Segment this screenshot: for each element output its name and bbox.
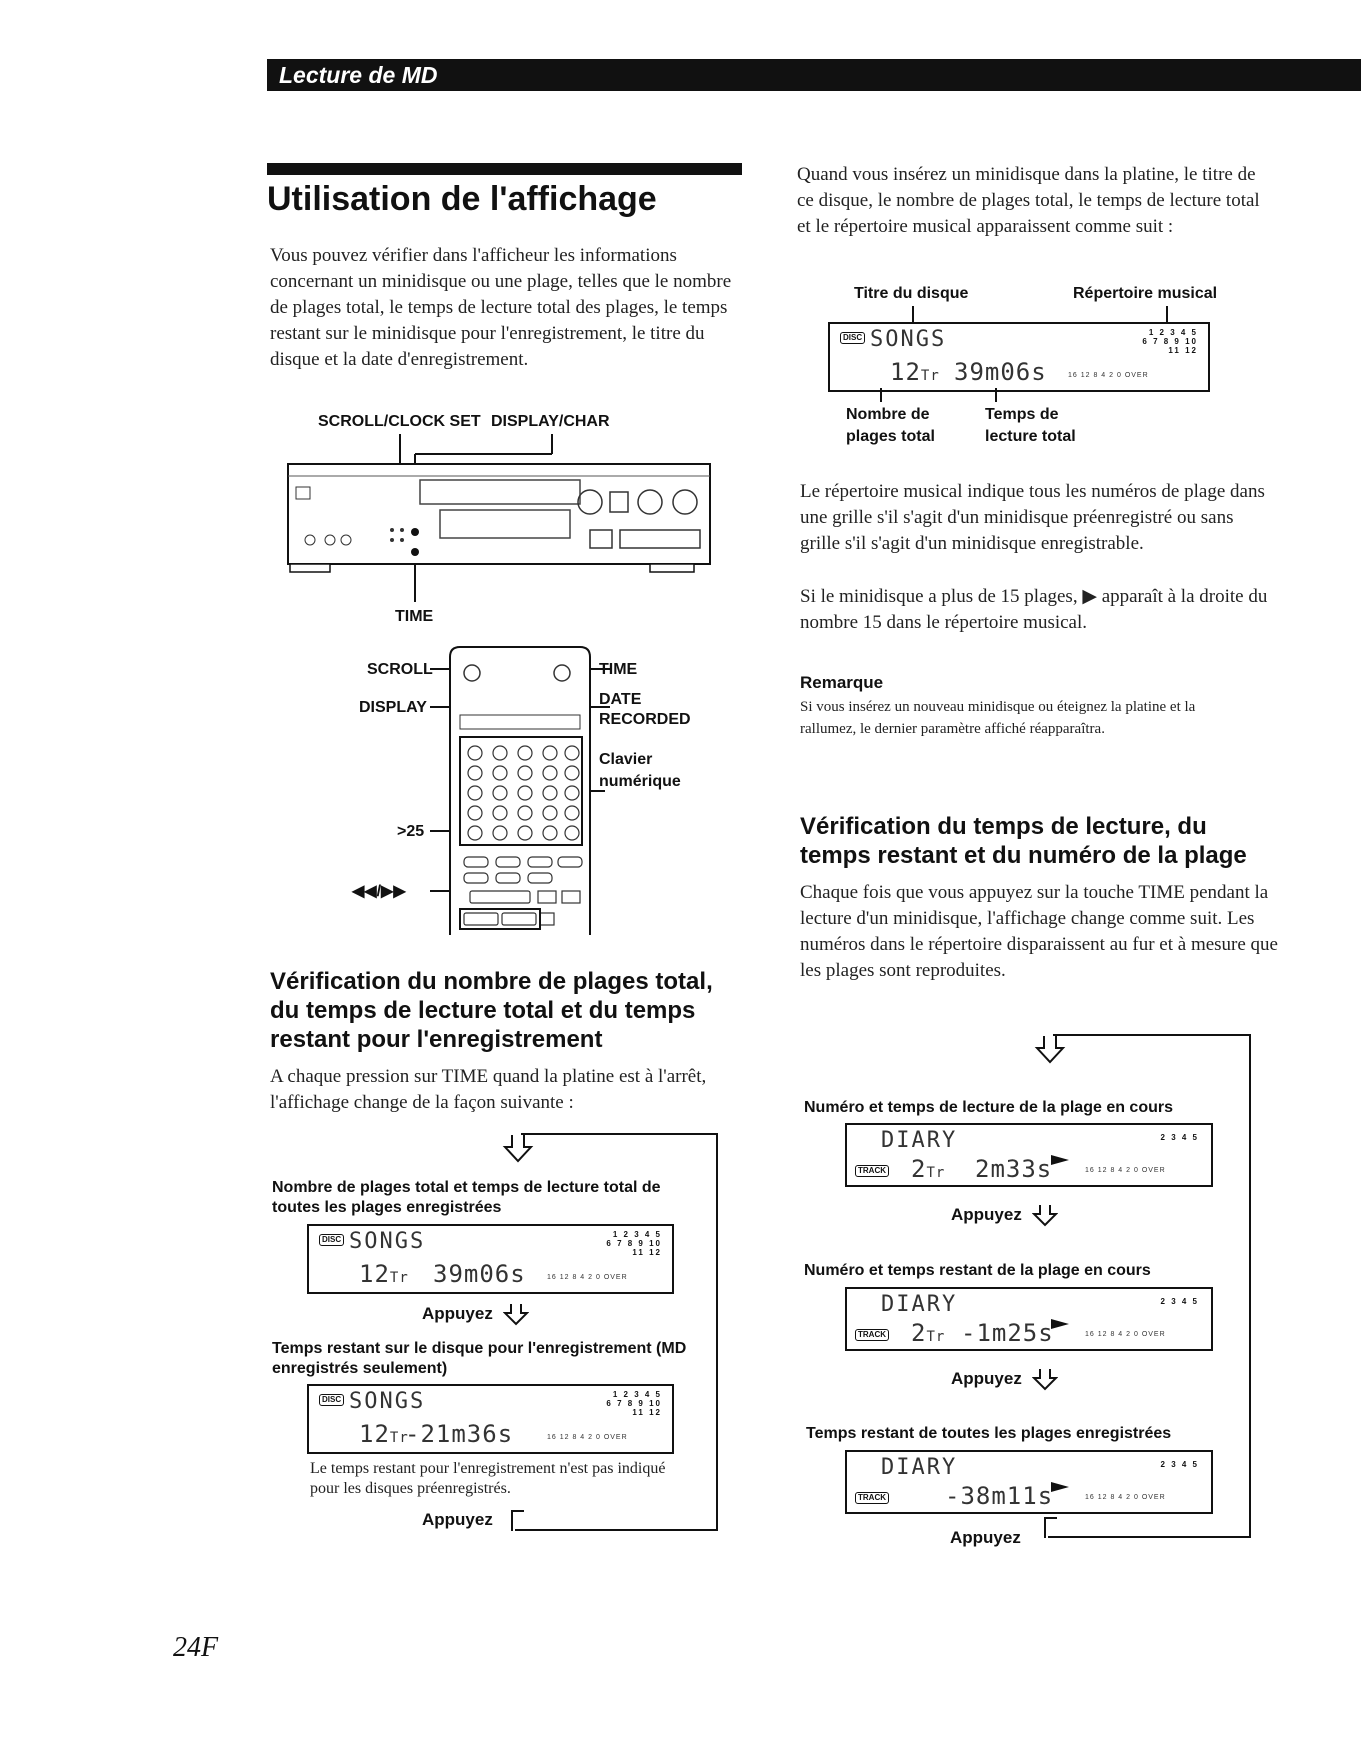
- lcd-tr: Tr: [920, 368, 940, 384]
- label-display: DISPLAY: [359, 699, 427, 716]
- section1-heading: Vérification du nombre de plages total, du temps de lecture total et du temps restant pour l'enregistrement: [270, 968, 713, 1053]
- lcd-title: DIARY: [881, 1128, 958, 1153]
- repertoire-text: Le répertoire musical indique tous les numéros de plage dans une grille s'il s'agit d'un minidisque préenregistré ou sans grille s'il s'agit d'un minidisque enregistrable.: [800, 481, 1265, 554]
- lcd-track-grid: 2 3 4 5: [1160, 1133, 1199, 1142]
- lcd-time: -21m36s: [405, 1420, 514, 1448]
- remark-text: Si vous insérez un nouveau minidisque ou éteignez la platine et la rallumez, le dernier paramètre affiché réapparaîtra.: [800, 699, 1196, 737]
- section-header-bar: [267, 59, 1361, 91]
- loop-line-right: [716, 1133, 718, 1531]
- loop-line-bottom: [515, 1529, 718, 1531]
- label-time-deck: TIME: [395, 608, 434, 625]
- label-keypad-2: numérique: [599, 773, 681, 790]
- label-keypad-1: Clavier: [599, 751, 653, 768]
- down-arrow-icon: [1034, 1034, 1066, 1064]
- s2-display3-caption: Temps restant de toutes les plages enregistrées: [806, 1425, 1172, 1442]
- loop-line-top: [1053, 1034, 1251, 1036]
- md-deck-illustration: [280, 432, 720, 612]
- loop-line-top: [521, 1133, 718, 1135]
- lcd-title: DIARY: [881, 1292, 958, 1317]
- lcd-level-scale: 16 12 8 4 2 0 OVER: [1085, 1331, 1166, 1338]
- title-rule: [267, 163, 742, 175]
- down-arrow-icon: [503, 1302, 529, 1326]
- lcd-track-grid: 1 2 3 4 5 6 7 8 9 10 11 12: [606, 1230, 662, 1257]
- section1-text: A chaque pression sur TIME quand la platine est à l'arrêt, l'affichage change de la façon suivante :: [270, 1066, 707, 1113]
- disc-badge: DISC: [319, 1394, 344, 1406]
- lcd-tr: Tr: [926, 1329, 946, 1345]
- press-label: Appuyez: [950, 1528, 1021, 1547]
- label-recorded: RECORDED: [599, 711, 691, 728]
- lcd-title: DIARY: [881, 1455, 958, 1480]
- s1-display1-caption: Nombre de plages total et temps de lecture total de toutes les plages enregistrées: [272, 1179, 661, 1216]
- s2-display3-lcd: [845, 1450, 1213, 1514]
- lcd-title: SONGS: [349, 1229, 426, 1254]
- return-arrow-icon: [510, 1507, 530, 1533]
- s1-note: Le temps restant pour l'enregistrement n'est pas indiqué pour les disques préenregistrés.: [310, 1460, 666, 1497]
- s1-display2-lcd: [307, 1384, 674, 1454]
- lcd-time: 39m06s: [433, 1260, 526, 1288]
- s1-display1-lcd: [307, 1224, 674, 1294]
- label-scroll-clock-set: SCROLL/CLOCK SET: [318, 413, 481, 430]
- lcd-track-grid: 2 3 4 5: [1160, 1460, 1199, 1469]
- callout-line: [880, 388, 882, 402]
- label-tracks-2: plages total: [846, 428, 935, 445]
- s2-display2-lcd: [845, 1287, 1213, 1351]
- top-display-lcd: [828, 322, 1210, 392]
- s2-display2-caption: Numéro et temps restant de la plage en cours: [804, 1262, 1151, 1279]
- lcd-level-scale: 16 12 8 4 2 0 OVER: [1085, 1494, 1166, 1501]
- label-skip: ◀◀/▶▶: [352, 883, 406, 900]
- lcd-level-scale: 16 12 8 4 2 0 OVER: [547, 1274, 628, 1281]
- press-label: Appuyez: [422, 1510, 493, 1529]
- lcd-tracks: 12: [359, 1420, 390, 1448]
- track-badge: TRACK: [855, 1492, 889, 1504]
- down-arrow-icon: [1032, 1203, 1058, 1227]
- s2-display1-lcd: [845, 1123, 1213, 1187]
- play-indicator-icon: [1051, 1155, 1069, 1165]
- s2-display1-caption: Numéro et temps de lecture de la plage en cours: [804, 1099, 1173, 1116]
- play-indicator-icon: [1051, 1482, 1069, 1492]
- lcd-title: SONGS: [870, 327, 947, 352]
- section-header-title: Lecture de MD: [279, 62, 438, 88]
- callout-line: [995, 388, 997, 402]
- label-repertoire: Répertoire musical: [1073, 285, 1218, 302]
- lcd-tracks: 12: [359, 1260, 390, 1288]
- label-tracks-1: Nombre de: [846, 406, 930, 423]
- track-badge: TRACK: [855, 1329, 889, 1341]
- label-disc-title: Titre du disque: [854, 285, 969, 302]
- label-time-2: lecture total: [985, 428, 1076, 445]
- loop-line-right: [1249, 1034, 1251, 1538]
- label-date: DATE: [599, 691, 642, 708]
- page-number: 24F: [173, 1632, 219, 1663]
- disc-badge: DISC: [840, 332, 865, 344]
- remote-control-illustration: [430, 645, 610, 935]
- label-time-remote: TIME: [599, 661, 638, 678]
- lcd-time: -38m11s: [945, 1482, 1054, 1510]
- lcd-tr: Tr: [389, 1430, 409, 1446]
- section2-text: Chaque fois que vous appuyez sur la touche TIME pendant la lecture d'un minidisque, l'affichage change comme suit. Les numéros dans le répertoire disparaissent au fur et à mesure que les plages sont reproduites.: [800, 882, 1278, 981]
- disc-badge: DISC: [319, 1234, 344, 1246]
- lcd-time: -1m25s: [961, 1319, 1054, 1347]
- section2-heading: Vérification du temps de lecture, du temps restant et du numéro de la plage: [800, 813, 1247, 869]
- intro-paragraph: Vous pouvez vérifier dans l'afficheur les informations concernant un minidisque ou une plage, telles que le nombre de plages total, le temps de lecture total des plages, le temps restant sur le minidisque pour l'enregistrement, le titre du disque et la date d'enregistrement.: [270, 245, 732, 370]
- lcd-track: 2: [911, 1155, 927, 1183]
- loop-line-bottom: [1048, 1536, 1251, 1538]
- press-label: Appuyez: [951, 1205, 1022, 1224]
- lcd-track-grid: 1 2 3 4 5 6 7 8 9 10 11 12: [1142, 328, 1198, 355]
- label-display-char: DISPLAY/CHAR: [491, 413, 610, 430]
- label-scroll: SCROLL: [367, 661, 433, 678]
- down-arrow-icon: [1032, 1367, 1058, 1391]
- lcd-tracks: 12: [890, 358, 921, 386]
- lcd-track-grid: 2 3 4 5: [1160, 1297, 1199, 1306]
- lcd-level-scale: 16 12 8 4 2 0 OVER: [1085, 1167, 1166, 1174]
- track-badge: TRACK: [855, 1165, 889, 1177]
- lcd-level-scale: 16 12 8 4 2 0 OVER: [547, 1434, 628, 1441]
- label-over25: >25: [397, 823, 425, 840]
- press-label: Appuyez: [951, 1369, 1022, 1388]
- repertoire-text-2: Si le minidisque a plus de 15 plages, ▶ apparaît à la droite du nombre 15 dans le répertoire musical.: [800, 586, 1268, 633]
- s1-display2-caption: Temps restant sur le disque pour l'enregistrement (MD enregistrés seulement): [272, 1340, 687, 1377]
- down-arrow-icon: [502, 1133, 534, 1163]
- lcd-tr: Tr: [926, 1165, 946, 1181]
- page-title: Utilisation de l'affichage: [267, 180, 657, 218]
- lcd-title: SONGS: [349, 1389, 426, 1414]
- return-arrow-icon: [1043, 1514, 1063, 1540]
- lcd-level-scale: 16 12 8 4 2 0 OVER: [1068, 372, 1149, 379]
- lcd-track: 2: [911, 1319, 927, 1347]
- remark-heading: Remarque: [800, 673, 884, 692]
- lcd-time: 39m06s: [954, 358, 1047, 386]
- lcd-time: 2m33s: [975, 1155, 1053, 1183]
- label-time-1: Temps de: [985, 406, 1059, 423]
- press-label: Appuyez: [422, 1304, 493, 1323]
- right-intro: Quand vous insérez un minidisque dans la platine, le titre de ce disque, le nombre de plages total, le temps de lecture total et le répertoire musical apparaissent comme suit :: [797, 164, 1260, 237]
- lcd-tr: Tr: [389, 1270, 409, 1286]
- lcd-track-grid: 1 2 3 4 5 6 7 8 9 10 11 12: [606, 1390, 662, 1417]
